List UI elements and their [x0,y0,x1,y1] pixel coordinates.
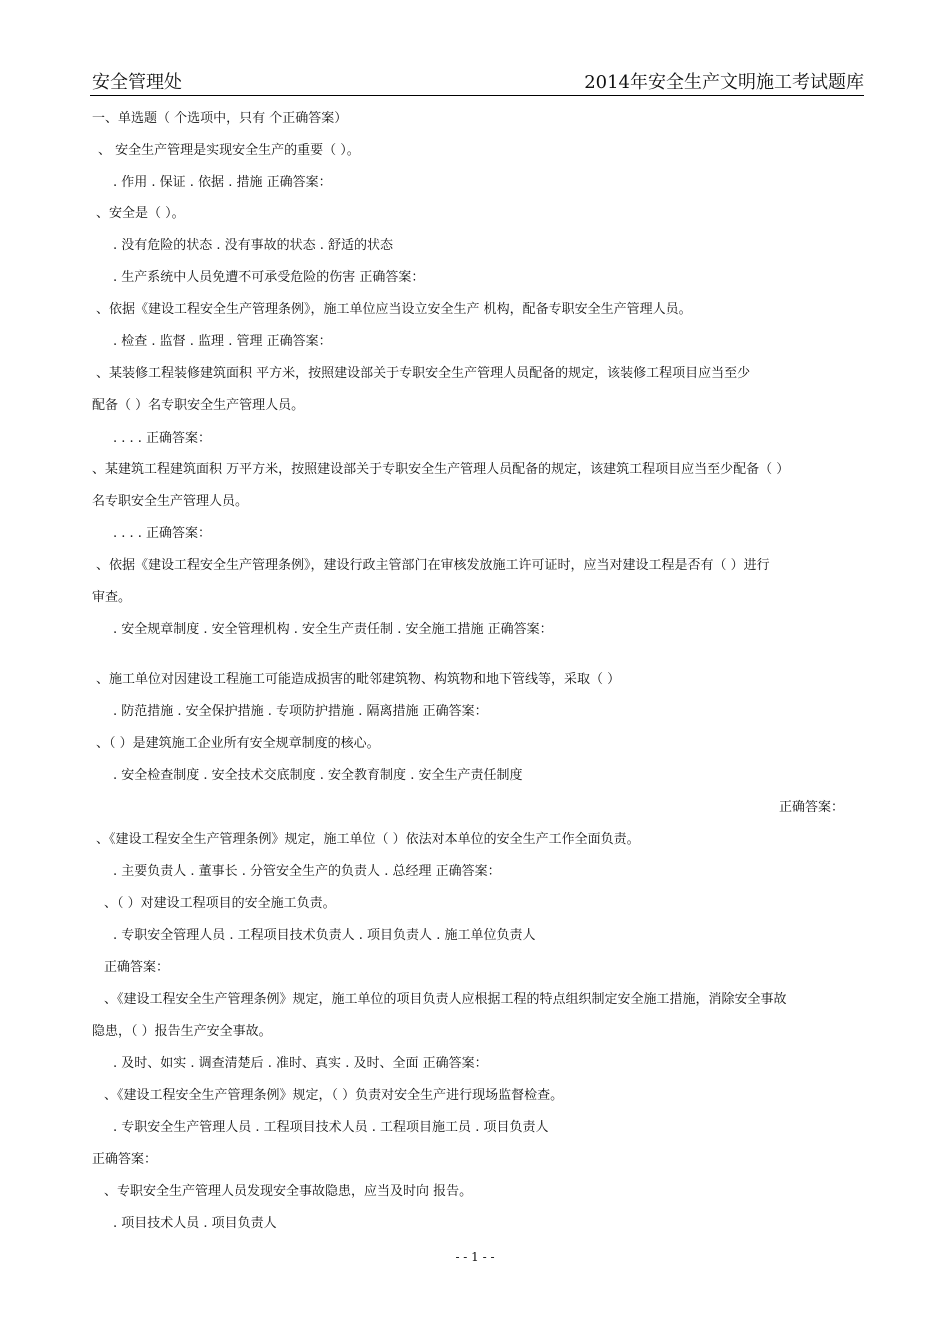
question-line: 名专职安全生产管理人员。 [92,494,249,509]
question-line: 、（ ）对建设工程项目的安全施工负责。 [104,896,336,911]
options-line: . 专职安全生产管理人员 . 工程项目技术人员 . 工程项目施工员 . 项目负责人 [113,1120,549,1135]
question-line: 、施工单位对因建设工程施工可能造成损害的毗邻建筑物、构筑物和地下管线等，采取（ ） [96,672,621,687]
header-left-title: 安全管理处 [92,72,182,93]
question-line: 、《建设工程安全生产管理条例》规定，施工单位（ ）依法对本单位的安全生产工作全面负责。 [96,832,640,847]
options-line: . 防范措施 . 安全保护措施 . 专项防护措施 . 隔离措施 正确答案： [113,704,488,719]
options-line: . 及时、如实 . 调查清楚后 . 准时、真实 . 及时、全面 正确答案： [113,1056,488,1071]
question-line: 审查。 [92,590,132,605]
header-right-title: 2014年安全生产文明施工考试题库 [584,72,864,93]
question-line: 、专职安全生产管理人员发现安全事故隐患，应当及时向 报告。 [104,1184,473,1199]
options-line: . 专职安全管理人员 . 工程项目技术负责人 . 项目负责人 . 施工单位负责人 [113,928,536,943]
question-line: 隐患，（ ）报告生产安全事故。 [92,1024,272,1039]
options-line: . 安全检查制度 . 安全技术交底制度 . 安全教育制度 . 安全生产责任制度 [113,768,523,783]
section-heading: 一、单选题（ 个选项中，只有 个正确答案） [92,111,348,126]
options-line: . 项目技术人员 . 项目负责人 [113,1216,277,1231]
answer-label: 正确答案： [104,960,170,975]
options-line: . . . . 正确答案： [113,526,212,541]
question-line: 、依据《建设工程安全生产管理条例》，建设行政主管部门在审核发放施工许可证时，应当对建设工程是否有（ ）进行 [96,558,770,573]
answer-label: 正确答案： [778,800,844,815]
question-line: 、《建设工程安全生产管理条例》规定，施工单位的项目负责人应根据工程的特点组织制定安全施工措施，消除安全事故 [104,992,787,1007]
question-line: 、某建筑工程建筑面积 万平方米，按照建设部关于专职安全生产管理人员配备的规定，该建筑工程项目应当至少配备（ ） [92,462,790,477]
question-line: 、某装修工程装修建筑面积 平方米，按照建设部关于专职安全生产管理人员配备的规定，该装修工程项目应当至少 [96,366,751,381]
options-line: . 安全规章制度 . 安全管理机构 . 安全生产责任制 . 安全施工措施 正确答案： [113,622,553,637]
question-line: 配备（ ）名专职安全生产管理人员。 [92,398,305,413]
page-number: - - 1 - - [455,1250,495,1264]
options-line: . 主要负责人 . 董事长 . 分管安全生产的负责人 . 总经理 正确答案： [113,864,501,879]
question-line: 、（ ）是建筑施工企业所有安全规章制度的核心。 [96,736,380,751]
answer-label: 正确答案： [92,1152,158,1167]
options-line: . 作用 . 保证 . 依据 . 措施 正确答案： [113,175,332,190]
options-line: . 没有危险的状态 . 没有事故的状态 . 舒适的状态 [113,238,394,253]
question-line: 、安全是（ ）。 [96,206,185,221]
options-line: . 检查 . 监督 . 监理 . 管理 正确答案： [113,334,332,349]
question-line: 、《建设工程安全生产管理条例》规定，（ ）负责对安全生产进行现场监督检查。 [104,1088,564,1103]
options-line: . . . . 正确答案： [113,431,212,446]
question-line: 、 安全生产管理是实现安全生产的重要（ ）。 [98,143,360,158]
options-line: . 生产系统中人员免遭不可承受危险的伤害 正确答案： [113,270,425,285]
question-line: 、依据《建设工程安全生产管理条例》，施工单位应当设立安全生产 机构，配备专职安全生产管理人员。 [96,302,692,317]
header-divider [90,95,864,96]
